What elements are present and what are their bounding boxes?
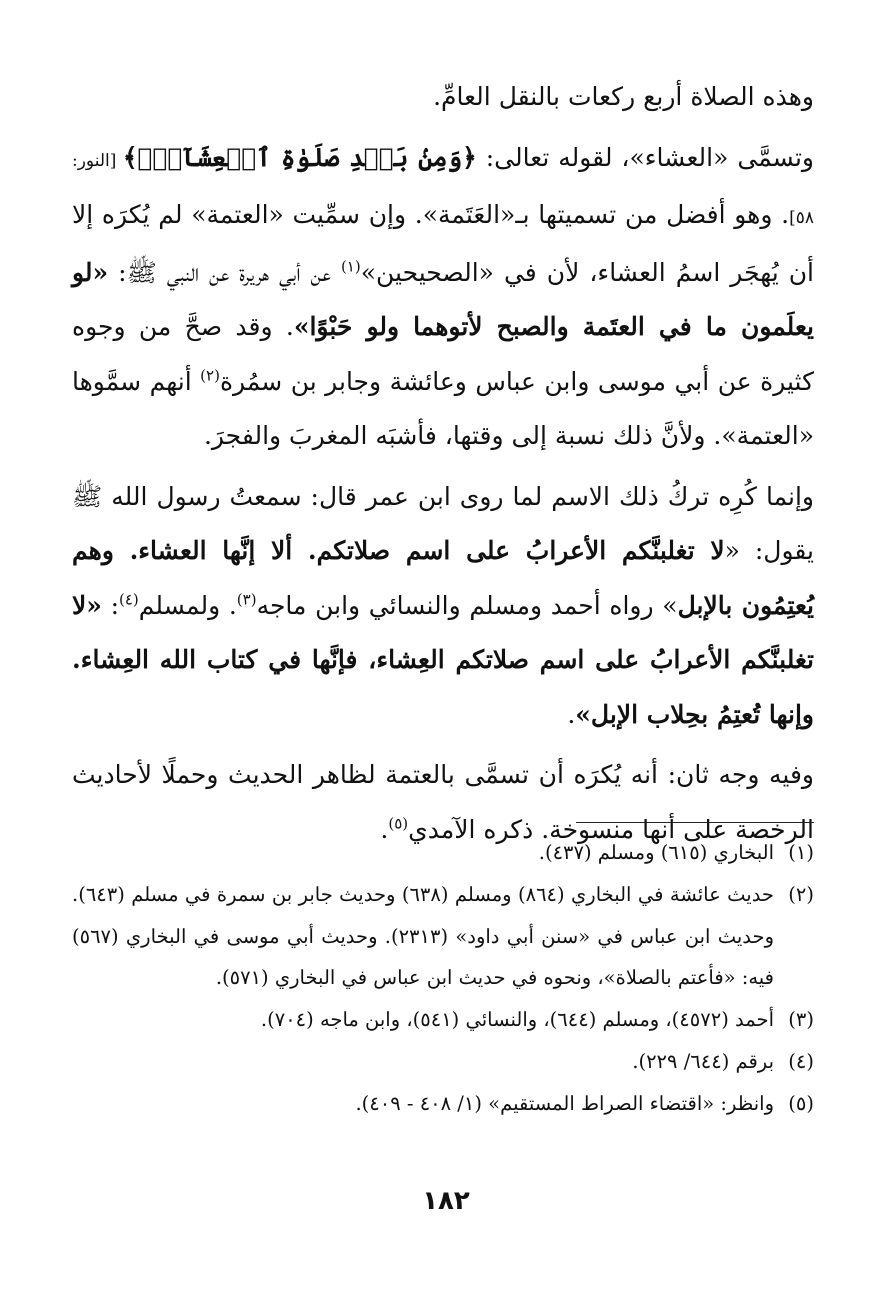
footnote-number: (٤) <box>788 1049 814 1073</box>
paragraph-1 <box>72 70 814 125</box>
p3-text-c: . ولمسلم <box>138 590 237 620</box>
paragraph-1-text: وهذه الصلاة أربع ركعات بالنقل العامِّ. <box>433 82 814 111</box>
hadith-quote-3: «لا تغلبنَّكم الأعرابُ على اسم صلاتكم العِشاء، فإنَّها في كتاب الله العِشاء. وإنها تُعتِمُ بحِلاب الإبل» <box>72 590 814 729</box>
footnote-2 <box>72 874 814 999</box>
footnote-1 <box>72 832 814 874</box>
p2-text-a: وتسمَّى «العشاء»، لقوله تعالى: <box>476 142 814 172</box>
p3-text-e: . <box>567 699 576 729</box>
p3-text-b: » رواه أحمد ومسلم والنسائي وابن ماجه <box>256 590 678 620</box>
footnotes <box>72 832 814 1125</box>
footnote-text: وانظر: «اقتضاء الصراط المستقيم» (١/ ٤٠٨ - ٤٠٩). <box>355 1091 774 1115</box>
footnote-marker-2: (٢) <box>200 366 220 385</box>
footnote-marker-4: (٤) <box>119 590 139 609</box>
footnote-text: برقم (٦٤٤/ ٢٢٩). <box>632 1049 774 1073</box>
footnote-text: حديث عائشة في البخاري (٨٦٤) ومسلم (٦٣٨) وحديث جابر بن سمرة في مسلم (٦٤٣). وحديث ابن عباس في «سنن أبي داود» (٢٣١٣). وحديث أبي موسى في البخاري (٥٦٧) فيه: «فأعتم بالصلاة»، ونحوه في حديث ابن عباس في البخاري (٥٧١). <box>72 882 774 990</box>
p2-text-b: . وهو أفضل من تسميتها بـ«العَتَمة». وإن سمِّيت «العتمة» لم يُكرَه إلا أن يُهجَر اسمُ العشاء، لأن في «الصحيحين» <box>72 200 814 287</box>
paragraph-2 <box>72 131 814 464</box>
hadith-quote-2: لا تغلبنَّكم الأعرابُ على اسم صلاتكم. ألا إنَّها العشاء. وهم يُعتِمُون بالإبل <box>72 536 815 620</box>
p2-text-c: عن أبي هريرة عن النبي ﷺ: <box>108 257 341 287</box>
main-text <box>72 70 814 857</box>
footnote-text: البخاري (٦١٥) ومسلم (٤٣٧). <box>538 841 774 864</box>
footnote-text: أحمد (٤٥٧٢)، ومسلم (٦٤٤)، والنسائي (٥٤١)، وابن ماجه (٧٠٤). <box>260 1008 774 1032</box>
footnote-5 <box>72 1083 814 1125</box>
hadith-quote-1: «لو يعلَمون ما في العتَمة والصبح لأتوهما ولو حَبْوًا» <box>72 257 814 341</box>
p3-text-a: وإنما كُرِه تركُ ذلك الاسم لما روى ابن عمر قال: سمعتُ رسول الله ﷺ يقول: « <box>72 481 814 565</box>
p4-text-a: وفيه وجه ثان: أنه يُكرَه أن تسمَّى بالعتمة لظاهر الحديث وحملًا لأحاديث الرخصة على أنها منسوخة. ذكره الآمدي <box>72 760 814 844</box>
footnote-marker-3: (٣) <box>236 590 257 609</box>
quran-verse: ﴿وَمِنۢ بَعۡدِ صَلَوٰةِ ٱلۡعِشَآءِۚ﴾ <box>122 142 477 172</box>
footnote-number: (٥) <box>788 1091 814 1115</box>
footnote-3 <box>72 999 814 1041</box>
paragraph-3 <box>72 470 814 743</box>
footnote-4 <box>72 1041 814 1083</box>
p4-text-b: . <box>380 814 389 844</box>
p2-text-e: أنهم سمَّوها «العتمة». ولأنَّ ذلك نسبة إلى وقتها، فأشبَه المغربَ والفجرَ. <box>72 366 814 450</box>
footnote-number: (٣) <box>788 1008 814 1032</box>
footnote-number: (٢) <box>788 882 814 906</box>
page-number: ١٨٢ <box>422 1186 470 1216</box>
footnote-marker-1: (١) <box>340 257 361 276</box>
footnote-separator <box>576 822 814 823</box>
footnote-number: (١) <box>788 841 814 864</box>
quran-reference: [النور: ٥٨] <box>72 150 814 228</box>
p3-text-d: : <box>101 590 119 620</box>
footnote-marker-5: (٥) <box>388 814 409 833</box>
p2-text-d: . وقد صحَّ من وجوه كثيرة عن أبي موسى وابن عباس وعائشة وجابر بن سمُرة <box>72 312 815 396</box>
